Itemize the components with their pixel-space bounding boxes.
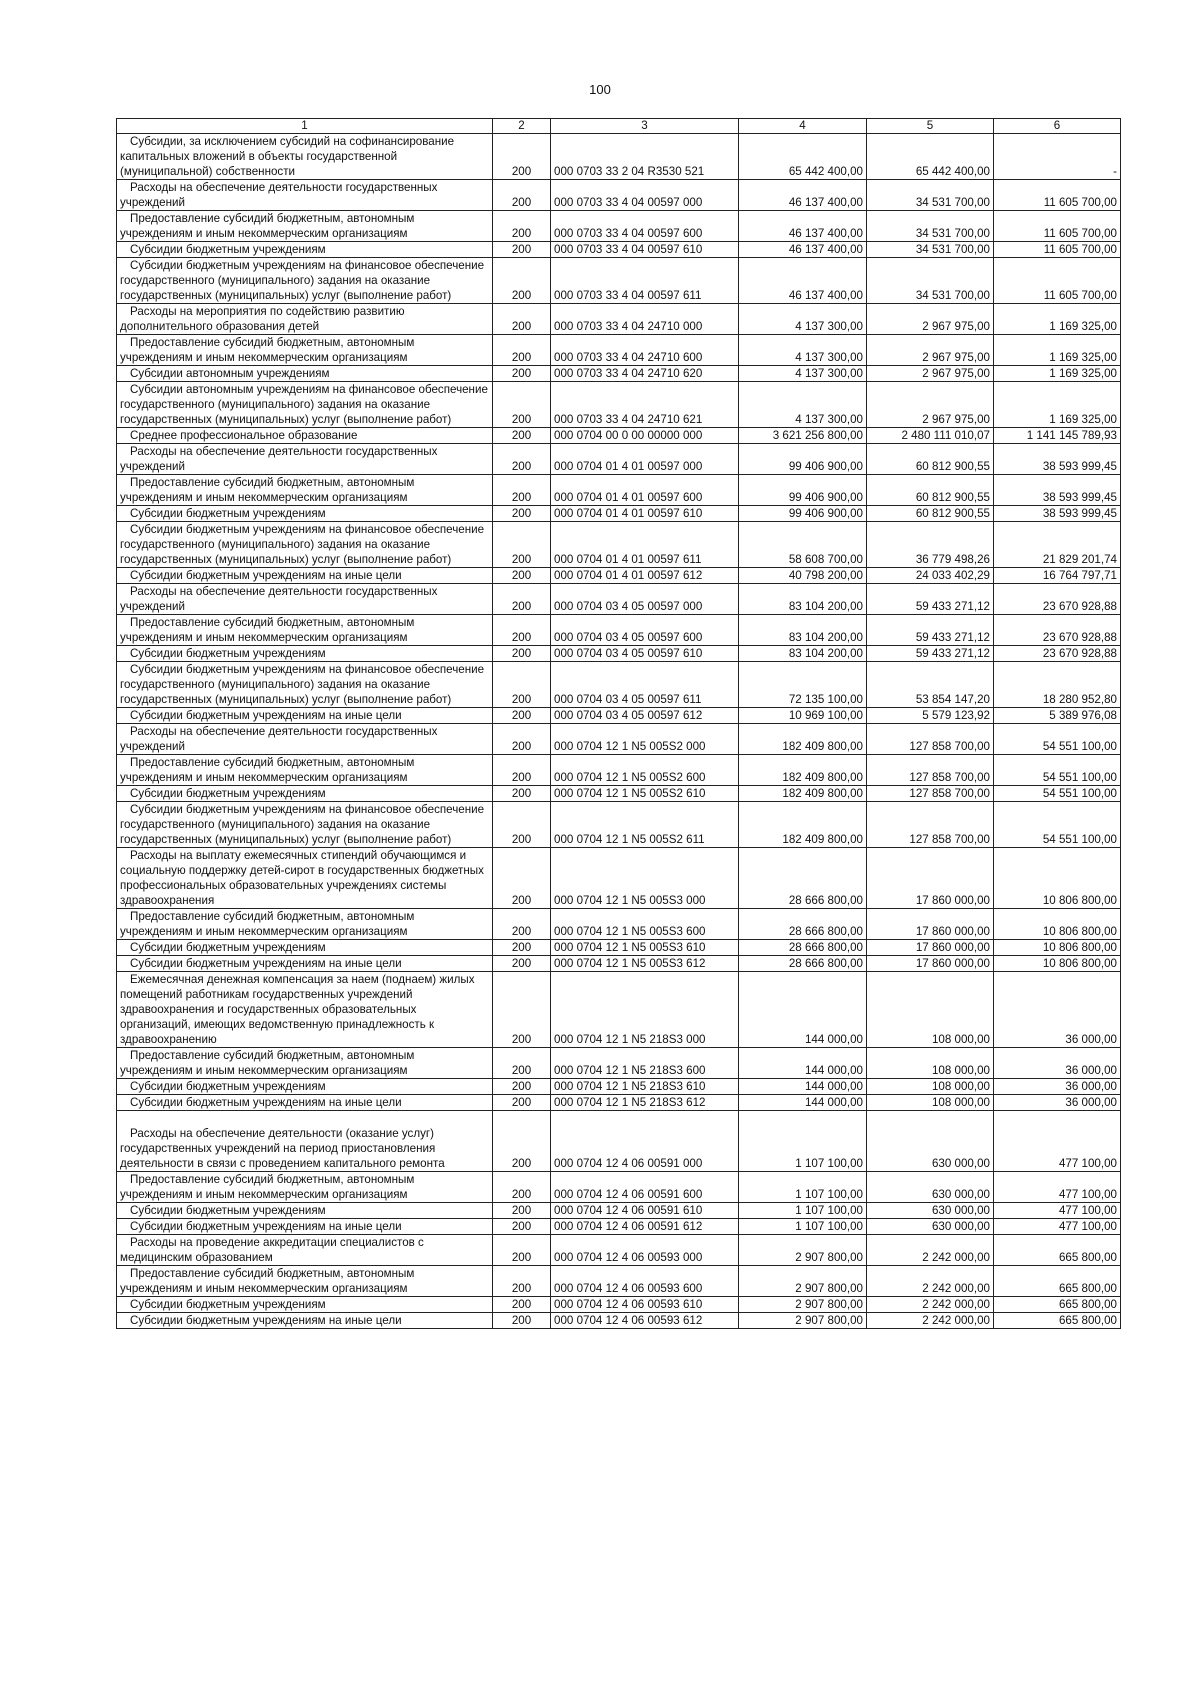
admin-code-cell: 200 [493, 1203, 551, 1219]
admin-code-cell: 200 [493, 940, 551, 956]
expense-name-cell: Расходы на проведение аккредитации специалистов с медицинским образованием [117, 1235, 493, 1266]
table-row [117, 134, 1121, 180]
classification-code-cell: 000 0704 12 1 N5 005S3 000 [551, 848, 739, 909]
table-row [117, 724, 1121, 755]
budget-table [116, 118, 1121, 1329]
table-row [117, 615, 1121, 646]
amount-executed-cell: 34 531 700,00 [867, 258, 994, 304]
table-row [117, 1079, 1121, 1095]
amount-approved-cell: 99 406 900,00 [739, 506, 867, 522]
table-row [117, 1266, 1121, 1297]
amount-approved-cell: 2 907 800,00 [739, 1235, 867, 1266]
admin-code-cell: 200 [493, 1048, 551, 1079]
amount-approved-cell: 144 000,00 [739, 1079, 867, 1095]
classification-code-cell: 000 0704 12 4 06 00593 000 [551, 1235, 739, 1266]
amount-executed-cell: 34 531 700,00 [867, 211, 994, 242]
amount-remaining-cell: 38 593 999,45 [994, 475, 1121, 506]
admin-code-cell: 200 [493, 1266, 551, 1297]
amount-executed-cell: 17 860 000,00 [867, 940, 994, 956]
expense-name-cell: Предоставление субсидий бюджетным, автономным учреждениям и иным некоммерческим организациям [117, 1048, 493, 1079]
expense-name-cell: Расходы на мероприятия по содействию развитию дополнительного образования детей [117, 304, 493, 335]
table-row [117, 180, 1121, 211]
amount-approved-cell: 72 135 100,00 [739, 662, 867, 708]
table-row [117, 258, 1121, 304]
amount-executed-cell: 2 967 975,00 [867, 382, 994, 428]
expense-name-cell: Субсидии бюджетным учреждениям на финансовое обеспечение государственного (муниципального) задания на оказание государственных (муниципальных) услуг (выполнение работ) [117, 662, 493, 708]
amount-remaining-cell: 477 100,00 [994, 1111, 1121, 1172]
classification-code-cell: 000 0704 12 1 N5 005S2 600 [551, 755, 739, 786]
classification-code-cell: 000 0704 12 1 N5 218S3 600 [551, 1048, 739, 1079]
classification-code-cell: 000 0704 03 4 05 00597 000 [551, 584, 739, 615]
expense-name-cell: Субсидии бюджетным учреждениям [117, 506, 493, 522]
classification-code-cell: 000 0704 12 1 N5 005S2 000 [551, 724, 739, 755]
table-row [117, 940, 1121, 956]
amount-remaining-cell: 23 670 928,88 [994, 646, 1121, 662]
table-row [117, 335, 1121, 366]
amount-remaining-cell: 36 000,00 [994, 1079, 1121, 1095]
table-body [117, 134, 1121, 1329]
table-row [117, 786, 1121, 802]
amount-remaining-cell: 10 806 800,00 [994, 909, 1121, 940]
classification-code-cell: 000 0703 33 4 04 24710 620 [551, 366, 739, 382]
admin-code-cell: 200 [493, 335, 551, 366]
header-row [117, 119, 1121, 134]
admin-code-cell: 200 [493, 1219, 551, 1235]
classification-code-cell: 000 0704 01 4 01 00597 000 [551, 444, 739, 475]
column-header-5: 5 [867, 119, 994, 134]
amount-executed-cell: 36 779 498,26 [867, 522, 994, 568]
table-row [117, 428, 1121, 444]
admin-code-cell: 200 [493, 1172, 551, 1203]
amount-remaining-cell: 21 829 201,74 [994, 522, 1121, 568]
expense-name-cell: Предоставление субсидий бюджетным, автономным учреждениям и иным некоммерческим организациям [117, 1172, 493, 1203]
table-row [117, 755, 1121, 786]
classification-code-cell: 000 0704 12 4 06 00593 600 [551, 1266, 739, 1297]
amount-approved-cell: 182 409 800,00 [739, 755, 867, 786]
admin-code-cell: 200 [493, 242, 551, 258]
amount-approved-cell: 99 406 900,00 [739, 444, 867, 475]
table-row [117, 1172, 1121, 1203]
table-row [117, 1313, 1121, 1329]
amount-remaining-cell: 18 280 952,80 [994, 662, 1121, 708]
expense-name-cell: Предоставление субсидий бюджетным, автономным учреждениям и иным некоммерческим организациям [117, 909, 493, 940]
expense-name-cell: Субсидии бюджетным учреждениям на финансовое обеспечение государственного (муниципального) задания на оказание государственных (муниципальных) услуг (выполнение работ) [117, 802, 493, 848]
amount-remaining-cell: 54 551 100,00 [994, 802, 1121, 848]
admin-code-cell: 200 [493, 972, 551, 1048]
amount-remaining-cell: 477 100,00 [994, 1203, 1121, 1219]
amount-remaining-cell: 10 806 800,00 [994, 956, 1121, 972]
table-row [117, 568, 1121, 584]
table-row [117, 444, 1121, 475]
amount-approved-cell: 1 107 100,00 [739, 1219, 867, 1235]
expense-name-cell: Субсидии, за исключением субсидий на софинансирование капитальных вложений в объекты государственной (муниципальной) собственности [117, 134, 493, 180]
classification-code-cell: 000 0703 33 4 04 24710 600 [551, 335, 739, 366]
classification-code-cell: 000 0703 33 4 04 00597 610 [551, 242, 739, 258]
amount-executed-cell: 2 967 975,00 [867, 366, 994, 382]
amount-remaining-cell: 38 593 999,45 [994, 506, 1121, 522]
amount-approved-cell: 3 621 256 800,00 [739, 428, 867, 444]
expense-name-cell: Субсидии бюджетным учреждениям на иные цели [117, 1313, 493, 1329]
table-row [117, 646, 1121, 662]
amount-executed-cell: 630 000,00 [867, 1111, 994, 1172]
expense-name-cell: Предоставление субсидий бюджетным, автономным учреждениям и иным некоммерческим организациям [117, 1266, 493, 1297]
table-row [117, 972, 1121, 1048]
expense-name-cell: Субсидии бюджетным учреждениям [117, 1297, 493, 1313]
admin-code-cell: 200 [493, 1235, 551, 1266]
table-row [117, 366, 1121, 382]
amount-executed-cell: 17 860 000,00 [867, 909, 994, 940]
classification-code-cell: 000 0704 03 4 05 00597 600 [551, 615, 739, 646]
expense-name-cell: Предоставление субсидий бюджетным, автономным учреждениям и иным некоммерческим организациям [117, 211, 493, 242]
admin-code-cell: 200 [493, 475, 551, 506]
amount-executed-cell: 5 579 123,92 [867, 708, 994, 724]
amount-approved-cell: 4 137 300,00 [739, 382, 867, 428]
table-row [117, 802, 1121, 848]
amount-approved-cell: 4 137 300,00 [739, 335, 867, 366]
amount-executed-cell: 59 433 271,12 [867, 646, 994, 662]
admin-code-cell: 200 [493, 428, 551, 444]
classification-code-cell: 000 0704 12 4 06 00591 612 [551, 1219, 739, 1235]
classification-code-cell: 000 0703 33 2 04 R3530 521 [551, 134, 739, 180]
admin-code-cell: 200 [493, 180, 551, 211]
classification-code-cell: 000 0704 12 1 N5 005S3 600 [551, 909, 739, 940]
amount-approved-cell: 144 000,00 [739, 972, 867, 1048]
amount-approved-cell: 58 608 700,00 [739, 522, 867, 568]
classification-code-cell: 000 0703 33 4 04 24710 000 [551, 304, 739, 335]
amount-remaining-cell: 1 169 325,00 [994, 382, 1121, 428]
amount-approved-cell: 28 666 800,00 [739, 956, 867, 972]
amount-executed-cell: 60 812 900,55 [867, 506, 994, 522]
amount-executed-cell: 127 858 700,00 [867, 786, 994, 802]
amount-remaining-cell: 10 806 800,00 [994, 940, 1121, 956]
expense-name-cell: Расходы на обеспечение деятельности (оказание услуг) государственных учреждений на период приостановления деятельности в связи с проведением капитального ремонта [117, 1111, 493, 1172]
classification-code-cell: 000 0704 12 4 06 00593 612 [551, 1313, 739, 1329]
expense-name-cell: Предоставление субсидий бюджетным, автономным учреждениям и иным некоммерческим организациям [117, 615, 493, 646]
amount-remaining-cell: 11 605 700,00 [994, 258, 1121, 304]
amount-executed-cell: 108 000,00 [867, 1079, 994, 1095]
amount-executed-cell: 2 480 111 010,07 [867, 428, 994, 444]
amount-executed-cell: 53 854 147,20 [867, 662, 994, 708]
amount-remaining-cell: 16 764 797,71 [994, 568, 1121, 584]
amount-executed-cell: 59 433 271,12 [867, 584, 994, 615]
classification-code-cell: 000 0703 33 4 04 24710 621 [551, 382, 739, 428]
column-header-2: 2 [493, 119, 551, 134]
amount-executed-cell: 630 000,00 [867, 1203, 994, 1219]
amount-approved-cell: 83 104 200,00 [739, 584, 867, 615]
classification-code-cell: 000 0704 12 1 N5 005S2 611 [551, 802, 739, 848]
amount-approved-cell: 144 000,00 [739, 1048, 867, 1079]
amount-executed-cell: 2 242 000,00 [867, 1266, 994, 1297]
amount-executed-cell: 2 967 975,00 [867, 304, 994, 335]
classification-code-cell: 000 0704 12 1 N5 005S2 610 [551, 786, 739, 802]
classification-code-cell: 000 0704 12 4 06 00593 610 [551, 1297, 739, 1313]
admin-code-cell: 200 [493, 444, 551, 475]
expense-name-cell: Среднее профессиональное образование [117, 428, 493, 444]
amount-approved-cell: 182 409 800,00 [739, 724, 867, 755]
admin-code-cell: 200 [493, 304, 551, 335]
amount-approved-cell: 83 104 200,00 [739, 646, 867, 662]
amount-approved-cell: 46 137 400,00 [739, 242, 867, 258]
amount-executed-cell: 59 433 271,12 [867, 615, 994, 646]
amount-approved-cell: 2 907 800,00 [739, 1266, 867, 1297]
amount-executed-cell: 17 860 000,00 [867, 956, 994, 972]
admin-code-cell: 200 [493, 1297, 551, 1313]
table-row [117, 956, 1121, 972]
amount-approved-cell: 28 666 800,00 [739, 909, 867, 940]
admin-code-cell: 200 [493, 909, 551, 940]
admin-code-cell: 200 [493, 786, 551, 802]
classification-code-cell: 000 0704 01 4 01 00597 610 [551, 506, 739, 522]
amount-approved-cell: 65 442 400,00 [739, 134, 867, 180]
classification-code-cell: 000 0703 33 4 04 00597 611 [551, 258, 739, 304]
classification-code-cell: 000 0704 12 4 06 00591 610 [551, 1203, 739, 1219]
amount-remaining-cell: 1 169 325,00 [994, 366, 1121, 382]
amount-remaining-cell: 54 551 100,00 [994, 786, 1121, 802]
table-row [117, 1048, 1121, 1079]
expense-name-cell: Субсидии бюджетным учреждениям [117, 242, 493, 258]
admin-code-cell: 200 [493, 134, 551, 180]
admin-code-cell: 200 [493, 568, 551, 584]
expense-name-cell: Субсидии бюджетным учреждениям [117, 1079, 493, 1095]
amount-approved-cell: 4 137 300,00 [739, 304, 867, 335]
admin-code-cell: 200 [493, 848, 551, 909]
amount-executed-cell: 630 000,00 [867, 1172, 994, 1203]
expense-name-cell: Субсидии бюджетным учреждениям на иные цели [117, 1095, 493, 1111]
amount-executed-cell: 127 858 700,00 [867, 755, 994, 786]
classification-code-cell: 000 0704 12 1 N5 218S3 610 [551, 1079, 739, 1095]
admin-code-cell: 200 [493, 211, 551, 242]
table-row [117, 1297, 1121, 1313]
table-row [117, 242, 1121, 258]
expense-name-cell: Предоставление субсидий бюджетным, автономным учреждениям и иным некоммерческим организациям [117, 755, 493, 786]
table-row [117, 1203, 1121, 1219]
amount-approved-cell: 46 137 400,00 [739, 211, 867, 242]
admin-code-cell: 200 [493, 956, 551, 972]
amount-executed-cell: 65 442 400,00 [867, 134, 994, 180]
amount-remaining-cell: 36 000,00 [994, 972, 1121, 1048]
expense-name-cell: Субсидии бюджетным учреждениям [117, 1203, 493, 1219]
amount-approved-cell: 46 137 400,00 [739, 180, 867, 211]
amount-executed-cell: 24 033 402,29 [867, 568, 994, 584]
expense-name-cell: Субсидии автономным учреждениям на финансовое обеспечение государственного (муниципального) задания на оказание государственных (муниципальных) услуг (выполнение работ) [117, 382, 493, 428]
admin-code-cell: 200 [493, 1313, 551, 1329]
amount-executed-cell: 108 000,00 [867, 1048, 994, 1079]
amount-approved-cell: 1 107 100,00 [739, 1172, 867, 1203]
amount-remaining-cell: 665 800,00 [994, 1235, 1121, 1266]
amount-executed-cell: 60 812 900,55 [867, 444, 994, 475]
amount-approved-cell: 28 666 800,00 [739, 940, 867, 956]
amount-executed-cell: 630 000,00 [867, 1219, 994, 1235]
amount-executed-cell: 2 242 000,00 [867, 1313, 994, 1329]
amount-remaining-cell: 54 551 100,00 [994, 755, 1121, 786]
classification-code-cell: 000 0704 12 1 N5 005S3 612 [551, 956, 739, 972]
amount-approved-cell: 1 107 100,00 [739, 1203, 867, 1219]
expense-name-cell: Субсидии бюджетным учреждениям на иные цели [117, 568, 493, 584]
expense-name-cell: Субсидии бюджетным учреждениям на иные цели [117, 708, 493, 724]
amount-executed-cell: 34 531 700,00 [867, 242, 994, 258]
amount-executed-cell: 2 242 000,00 [867, 1297, 994, 1313]
table-row [117, 506, 1121, 522]
column-header-1: 1 [117, 119, 493, 134]
expense-name-cell: Расходы на обеспечение деятельности государственных учреждений [117, 584, 493, 615]
admin-code-cell: 200 [493, 708, 551, 724]
amount-approved-cell: 2 907 800,00 [739, 1313, 867, 1329]
expense-name-cell: Расходы на обеспечение деятельности государственных учреждений [117, 180, 493, 211]
table-row [117, 584, 1121, 615]
amount-remaining-cell: 11 605 700,00 [994, 242, 1121, 258]
admin-code-cell: 200 [493, 584, 551, 615]
amount-executed-cell: 17 860 000,00 [867, 848, 994, 909]
column-header-6: 6 [994, 119, 1121, 134]
amount-remaining-cell: 38 593 999,45 [994, 444, 1121, 475]
classification-code-cell: 000 0704 01 4 01 00597 611 [551, 522, 739, 568]
table-row [117, 1235, 1121, 1266]
admin-code-cell: 200 [493, 646, 551, 662]
expense-name-cell: Ежемесячная денежная компенсация за наем (поднаем) жилых помещений работникам государственных учреждений здравоохранения и государственных образовательных организаций, имеющих ведомственную принадлежность к здравоохранению [117, 972, 493, 1048]
table-row [117, 1095, 1121, 1111]
table-row [117, 1219, 1121, 1235]
amount-approved-cell: 1 107 100,00 [739, 1111, 867, 1172]
amount-approved-cell: 182 409 800,00 [739, 802, 867, 848]
classification-code-cell: 000 0704 12 4 06 00591 000 [551, 1111, 739, 1172]
expense-name-cell: Предоставление субсидий бюджетным, автономным учреждениям и иным некоммерческим организациям [117, 335, 493, 366]
amount-executed-cell: 2 967 975,00 [867, 335, 994, 366]
amount-executed-cell: 127 858 700,00 [867, 724, 994, 755]
expense-name-cell: Субсидии бюджетным учреждениям на иные цели [117, 956, 493, 972]
classification-code-cell: 000 0704 12 1 N5 005S3 610 [551, 940, 739, 956]
amount-remaining-cell: 665 800,00 [994, 1297, 1121, 1313]
amount-remaining-cell: 23 670 928,88 [994, 584, 1121, 615]
admin-code-cell: 200 [493, 258, 551, 304]
amount-remaining-cell: 54 551 100,00 [994, 724, 1121, 755]
amount-remaining-cell: 1 141 145 789,93 [994, 428, 1121, 444]
classification-code-cell: 000 0703 33 4 04 00597 600 [551, 211, 739, 242]
table-row [117, 1111, 1121, 1172]
table-row [117, 848, 1121, 909]
admin-code-cell: 200 [493, 802, 551, 848]
admin-code-cell: 200 [493, 366, 551, 382]
amount-approved-cell: 4 137 300,00 [739, 366, 867, 382]
expense-name-cell: Расходы на обеспечение деятельности государственных учреждений [117, 724, 493, 755]
table-row [117, 211, 1121, 242]
amount-approved-cell: 182 409 800,00 [739, 786, 867, 802]
table-row [117, 304, 1121, 335]
admin-code-cell: 200 [493, 1095, 551, 1111]
classification-code-cell: 000 0704 12 1 N5 218S3 000 [551, 972, 739, 1048]
amount-remaining-cell: 36 000,00 [994, 1048, 1121, 1079]
amount-remaining-cell: 1 169 325,00 [994, 335, 1121, 366]
table-row [117, 708, 1121, 724]
expense-name-cell: Расходы на обеспечение деятельности государственных учреждений [117, 444, 493, 475]
amount-approved-cell: 28 666 800,00 [739, 848, 867, 909]
expense-name-cell: Субсидии бюджетным учреждениям [117, 646, 493, 662]
admin-code-cell: 200 [493, 382, 551, 428]
expense-name-cell: Субсидии автономным учреждениям [117, 366, 493, 382]
classification-code-cell: 000 0704 01 4 01 00597 612 [551, 568, 739, 584]
table-row [117, 522, 1121, 568]
admin-code-cell: 200 [493, 1111, 551, 1172]
amount-remaining-cell: 665 800,00 [994, 1266, 1121, 1297]
amount-approved-cell: 46 137 400,00 [739, 258, 867, 304]
amount-approved-cell: 40 798 200,00 [739, 568, 867, 584]
expense-name-cell: Субсидии бюджетным учреждениям [117, 786, 493, 802]
amount-remaining-cell: 36 000,00 [994, 1095, 1121, 1111]
expense-name-cell: Субсидии бюджетным учреждениям [117, 940, 493, 956]
amount-remaining-cell: 477 100,00 [994, 1172, 1121, 1203]
classification-code-cell: 000 0704 12 4 06 00591 600 [551, 1172, 739, 1203]
amount-remaining-cell: 1 169 325,00 [994, 304, 1121, 335]
column-header-4: 4 [739, 119, 867, 134]
expense-name-cell: Субсидии бюджетным учреждениям на иные цели [117, 1219, 493, 1235]
admin-code-cell: 200 [493, 662, 551, 708]
amount-approved-cell: 83 104 200,00 [739, 615, 867, 646]
admin-code-cell: 200 [493, 724, 551, 755]
amount-remaining-cell: 23 670 928,88 [994, 615, 1121, 646]
admin-code-cell: 200 [493, 506, 551, 522]
expense-name-cell: Предоставление субсидий бюджетным, автономным учреждениям и иным некоммерческим организациям [117, 475, 493, 506]
classification-code-cell: 000 0704 01 4 01 00597 600 [551, 475, 739, 506]
amount-remaining-cell: - [994, 134, 1121, 180]
amount-executed-cell: 127 858 700,00 [867, 802, 994, 848]
classification-code-cell: 000 0704 03 4 05 00597 612 [551, 708, 739, 724]
amount-approved-cell: 144 000,00 [739, 1095, 867, 1111]
expense-name-cell: Расходы на выплату ежемесячных стипендий обучающимся и социальную поддержку детей-сирот в государственных бюджетных профессиональных образовательных учреждениях системы здравоохранения [117, 848, 493, 909]
amount-remaining-cell: 477 100,00 [994, 1219, 1121, 1235]
admin-code-cell: 200 [493, 1079, 551, 1095]
page-number: 100 [589, 82, 611, 97]
classification-code-cell: 000 0704 12 1 N5 218S3 612 [551, 1095, 739, 1111]
amount-remaining-cell: 11 605 700,00 [994, 180, 1121, 211]
amount-executed-cell: 108 000,00 [867, 1095, 994, 1111]
amount-approved-cell: 10 969 100,00 [739, 708, 867, 724]
table-row [117, 475, 1121, 506]
amount-approved-cell: 2 907 800,00 [739, 1297, 867, 1313]
amount-executed-cell: 2 242 000,00 [867, 1235, 994, 1266]
amount-remaining-cell: 665 800,00 [994, 1313, 1121, 1329]
expense-name-cell: Субсидии бюджетным учреждениям на финансовое обеспечение государственного (муниципального) задания на оказание государственных (муниципальных) услуг (выполнение работ) [117, 258, 493, 304]
admin-code-cell: 200 [493, 522, 551, 568]
amount-executed-cell: 108 000,00 [867, 972, 994, 1048]
amount-remaining-cell: 10 806 800,00 [994, 848, 1121, 909]
classification-code-cell: 000 0704 03 4 05 00597 611 [551, 662, 739, 708]
column-header-3: 3 [551, 119, 739, 134]
classification-code-cell: 000 0703 33 4 04 00597 000 [551, 180, 739, 211]
table-row [117, 382, 1121, 428]
admin-code-cell: 200 [493, 615, 551, 646]
amount-remaining-cell: 11 605 700,00 [994, 211, 1121, 242]
amount-executed-cell: 34 531 700,00 [867, 180, 994, 211]
admin-code-cell: 200 [493, 755, 551, 786]
classification-code-cell: 000 0704 03 4 05 00597 610 [551, 646, 739, 662]
amount-approved-cell: 99 406 900,00 [739, 475, 867, 506]
table-row [117, 909, 1121, 940]
classification-code-cell: 000 0704 00 0 00 00000 000 [551, 428, 739, 444]
amount-remaining-cell: 5 389 976,08 [994, 708, 1121, 724]
table-row [117, 662, 1121, 708]
expense-name-cell: Субсидии бюджетным учреждениям на финансовое обеспечение государственного (муниципального) задания на оказание государственных (муниципальных) услуг (выполнение работ) [117, 522, 493, 568]
amount-executed-cell: 60 812 900,55 [867, 475, 994, 506]
